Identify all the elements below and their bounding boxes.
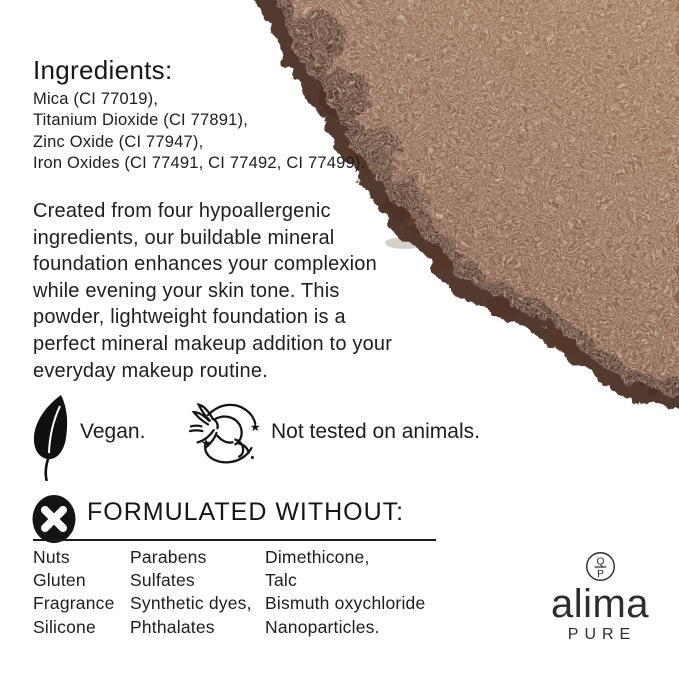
brand-wordmark: alima [550, 582, 650, 626]
cruelty-free-label: Not tested on animals. [271, 420, 480, 443]
excluded-ingredient: Nuts [33, 547, 70, 567]
excluded-ingredient: Synthetic dyes, [130, 593, 252, 614]
description-line: everyday makeup routine. [33, 359, 268, 382]
vegan-label: Vegan. [80, 420, 146, 443]
formulated-without-col-2 [130, 546, 265, 639]
description-line: powder, lightweight foundation is a [33, 306, 346, 329]
excluded-ingredient: Parabens [130, 547, 207, 567]
ingredient-item: Mica (CI 77019), [33, 90, 159, 108]
description-line: perfect mineral makeup addition to your [33, 332, 393, 355]
leaping-bunny-icon [189, 398, 261, 471]
leaf-icon [28, 393, 74, 486]
excluded-ingredient: Dimethicone, [265, 547, 370, 567]
excluded-ingredient: Sulfates [130, 570, 195, 591]
formulated-without-col-3 [265, 546, 445, 639]
excluded-ingredient: Phthalates [130, 616, 215, 637]
excluded-ingredient: Talc [265, 570, 297, 591]
formulated-without-list [33, 546, 453, 639]
excluded-ingredient: Gluten [33, 570, 86, 591]
excluded-ingredient: Fragrance [33, 593, 115, 614]
brand-tagline: PURE [567, 626, 637, 643]
formulated-without-col-1 [33, 546, 130, 639]
monogram-bottom-letter: P [596, 569, 604, 581]
brand-logo [544, 551, 656, 644]
brand-monogram-icon [585, 551, 616, 582]
excluded-ingredient: Nanoparticles. [265, 616, 380, 637]
ingredients-heading: Ingredients: [33, 55, 173, 85]
formulated-without-heading: FORMULATED WITHOUT: [87, 498, 405, 526]
product-description [33, 198, 392, 384]
ingredient-item: Iron Oxides (CI 77491, CI 77492, CI 77499). [33, 153, 366, 172]
description-line: Created from four hypoallergenic [33, 200, 331, 222]
description-line: while evening your skin tone. This [33, 279, 340, 302]
description-line: foundation enhances your complexion [33, 253, 377, 276]
ingredient-item: Titanium Dioxide (CI 77891), [33, 111, 248, 130]
ingredient-item: Zinc Oxide (CI 77947), [33, 132, 204, 151]
ingredients-list [33, 89, 365, 174]
description-line: ingredients, our buildable mineral [33, 226, 335, 249]
divider [33, 539, 436, 541]
monogram-top-letter: Q [596, 556, 604, 568]
excluded-ingredient: Silicone [33, 616, 96, 637]
excluded-ingredient: Bismuth oxychloride [265, 593, 426, 614]
